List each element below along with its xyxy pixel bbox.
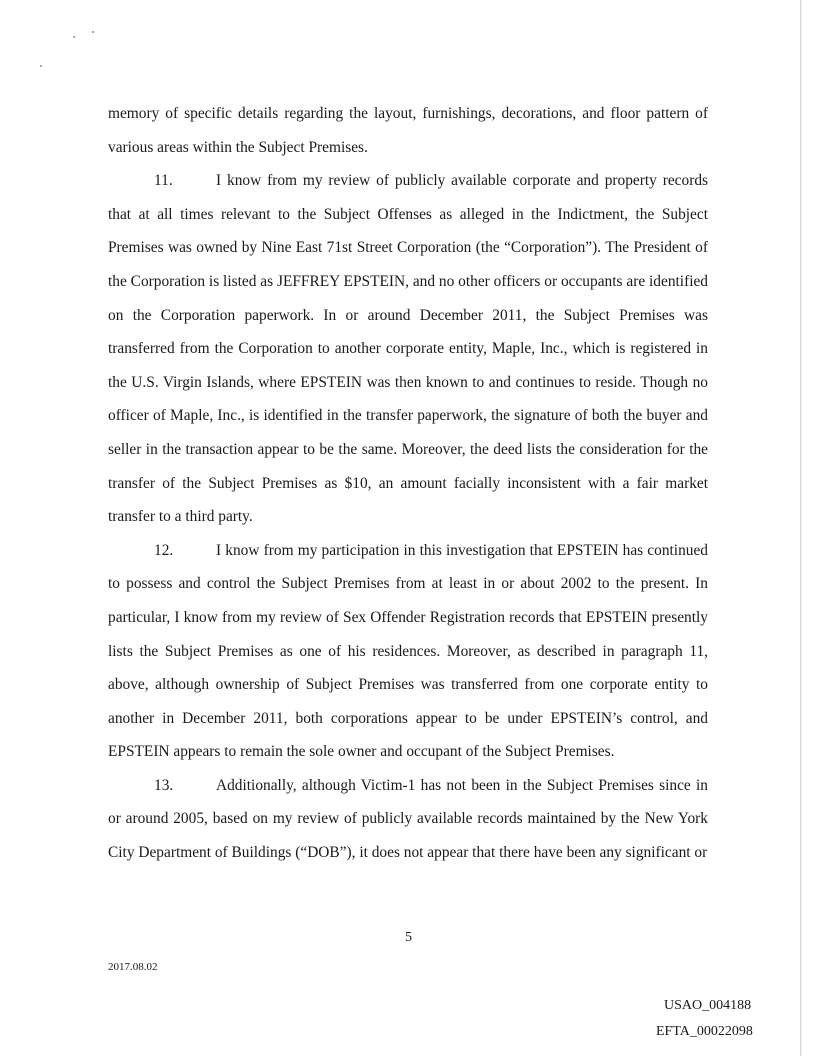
paragraph-text: I know from my review of publicly available corporate and property records that at all times relevant to the Subject Offenses as alleged in the Indictment, the Subject Premises was owned by Nine East 71st Street Corporation (the “Corporation”). The President of the Corporation is listed as JEFFREY EPSTEIN, and no other officers or occupants are identified on the Corporation paperwork. In or around December 2011, the Subject Premises was transferred from the Corporation to another corporate entity, Maple, Inc., which is registered in the U.S. Virgin Islands, where EPSTEIN was then known to and continues to reside. Though no officer of Maple, Inc., is identified in the transfer paperwork, the signature of both the buyer and seller in the transaction appear to be the same. Moreover, the deed lists the consideration for the transfer of the Subject Premises as $10, an amount facially inconsistent with a fair market transfer to a third party. bbox=[108, 172, 708, 526]
page-edge bbox=[800, 0, 802, 1056]
paragraph-13 bbox=[108, 769, 708, 870]
paragraph-number: 13. bbox=[154, 776, 174, 794]
bates-number-usao: USAO_004188 bbox=[664, 998, 752, 1013]
paragraph-number: 11. bbox=[154, 172, 173, 190]
paragraph-text: I know from my participation in this investigation that EPSTEIN has continued to possess and control the Subject Premises from at least in or about 2002 to the present. In particular, I know from my review of Sex Offender Registration records that EPSTEIN presently lists the Subject Premises as one of his residences. Moreover, as described in paragraph 11, above, although ownership of Subject Premises was transferred from one corporate entity to another in December 2011, both corporations appear to be under EPSTEIN’s control, and EPSTEIN appears to remain the sole owner and occupant of the Subject Premises. bbox=[108, 541, 708, 761]
bates-number-efta: EFTA_00022098 bbox=[656, 1024, 753, 1039]
paragraph-text: Additionally, although Victim-1 has not been in the Subject Premises since in or around 2005, based on my review of publicly available records maintained by the New York City Department of Buildings (“DOB”), it does not appear that there have been any significant or bbox=[108, 776, 708, 862]
scan-speck bbox=[92, 31, 94, 33]
paragraph-11 bbox=[108, 164, 708, 534]
document-body bbox=[108, 97, 708, 870]
paragraph-12 bbox=[108, 534, 708, 769]
scan-speck bbox=[73, 36, 75, 38]
paragraph-number: 12. bbox=[154, 541, 174, 559]
date-stamp: 2017.08.02 bbox=[108, 961, 158, 973]
page-number: 5 bbox=[405, 930, 412, 945]
scan-speck bbox=[40, 65, 42, 67]
continuation-text: memory of specific details regarding the layout, furnishings, decorations, and floor pattern of various areas within the Subject Premises. bbox=[108, 105, 708, 156]
